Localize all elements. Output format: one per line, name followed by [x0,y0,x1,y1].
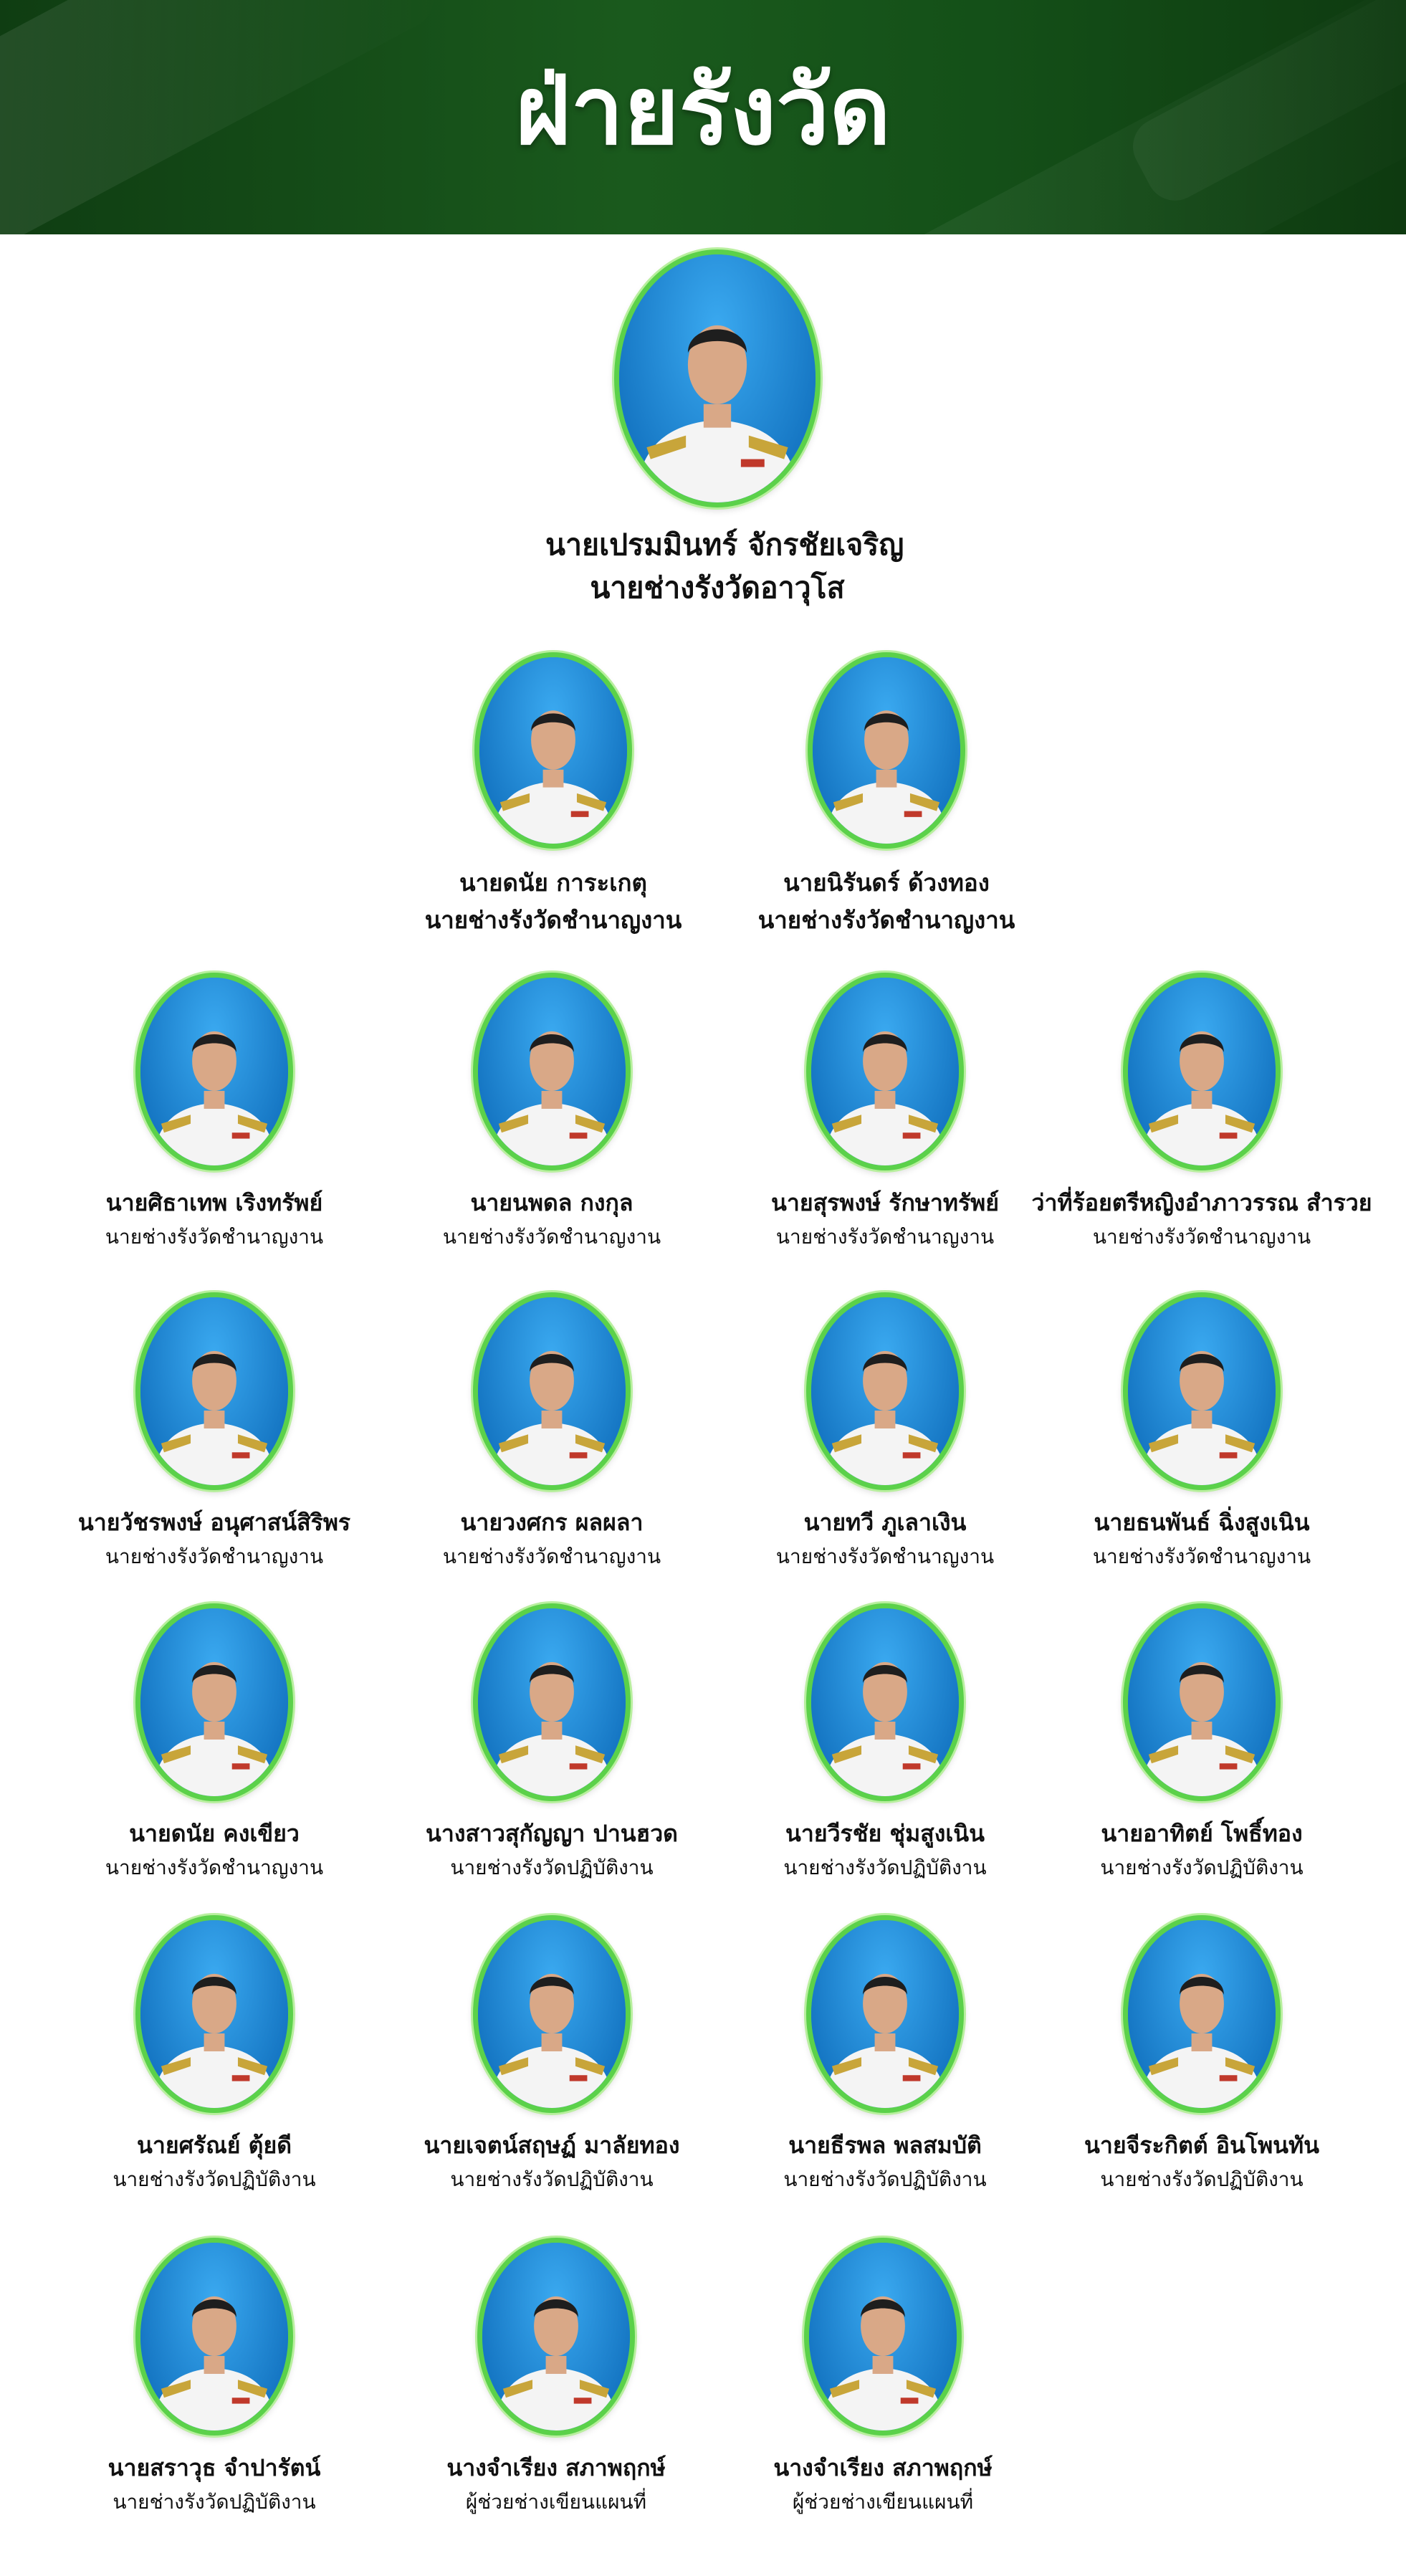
person-card [714,652,1058,939]
person-card [42,1292,386,1573]
portrait-photo [473,1915,631,2113]
person-role: ผู้ช่วยช่างเขียนแผนที่ [465,2490,647,2514]
person-name: นายเจตน์สฤษฏ์ มาลัยทอง [424,2132,680,2159]
portrait-photo [473,1292,631,1490]
page-title: ฝ่ายรังวัด [515,56,891,166]
person-name: นายอาทิตย์ โพธิ์ทอง [1101,1820,1303,1847]
person-silhouette [140,1608,288,1796]
person-silhouette [478,1297,626,1485]
portrait-photo [1123,973,1281,1170]
person-name: นายวัชรพงษ์ อนุศาสน์สิริพร [77,1509,351,1536]
person-role: นายช่างรังวัดปฏิบัติงาน [113,2490,316,2514]
portrait-photo [806,973,964,1170]
person-name: นายดนัย คงเขียว [129,1820,300,1847]
person-name: นายนิรันดร์ ด้วงทอง [783,869,990,897]
person-silhouette [478,1920,626,2108]
person-name: นายสราวุธ จำปารัตน์ [107,2454,321,2481]
portrait-photo [806,1292,964,1490]
person-card [1030,1915,1374,2196]
person-name: นายเปรมมินทร์ จักรชัยเจริญ [545,528,904,562]
person-silhouette [140,978,288,1165]
person-card [1030,973,1374,1254]
portrait-photo [135,1603,293,1801]
portrait-photo [474,652,632,849]
person-silhouette [811,1297,959,1485]
portrait-photo [135,973,293,1170]
person-silhouette [482,2243,630,2430]
person-role: นายช่างรังวัดชำนาญงาน [424,906,682,934]
person-role: นายช่างรังวัดชำนาญงาน [775,1225,995,1249]
person-role: นายช่างรังวัดปฏิบัติงาน [1100,1856,1304,1879]
person-name: นายจีระกิตต์ อินโพนทัน [1084,2132,1319,2159]
person-name: นายทวี ภูเลาเงิน [803,1509,967,1536]
portrait-photo [135,1915,293,2113]
person-silhouette [140,2243,288,2430]
person-card [713,1292,1057,1573]
person-role: นายช่างรังวัดชำนาญงาน [1092,1225,1311,1249]
person-card [42,2238,386,2519]
person-name: นายวีรชัย ชุ่มสูงเนิน [785,1820,985,1847]
person-name: นางสาวสุกัญญา ปานฮวด [426,1820,678,1847]
person-card [42,1603,386,1884]
person-role: นายช่างรังวัดชำนาญงาน [757,906,1015,934]
person-role: นายช่างรังวัดปฏิบัติงาน [450,1856,654,1879]
person-role: นายช่างรังวัดชำนาญงาน [1092,1545,1311,1568]
person-silhouette [809,2243,957,2430]
person-name: นายธีรพล พลสมบัติ [788,2132,982,2159]
person-card [713,1915,1057,2196]
person-card [380,1915,724,2196]
person-name: ว่าที่ร้อยตรีหญิงอำภาวรรณ สำรวย [1031,1189,1372,1216]
person-card-head [545,249,904,609]
portrait-photo [135,1292,293,1490]
person-card [384,2238,728,2519]
person-silhouette [1128,1608,1276,1796]
person-silhouette [811,1608,959,1796]
person-name: นายวงศกร ผลผลา [460,1509,644,1536]
portrait-photo [806,1915,964,2113]
person-silhouette [1128,978,1276,1165]
person-card [380,973,724,1254]
page-header [0,0,1406,234]
person-name: นายธนพันธ์ ฉิ่งสูงเนิน [1094,1509,1310,1536]
person-card [42,973,386,1254]
person-card [42,1915,386,2196]
person-silhouette [478,1608,626,1796]
person-role: นายช่างรังวัดปฏิบัติงาน [113,2167,316,2191]
person-name: นายศรัณย์ ตุ้ยดี [137,2132,292,2159]
person-name: นางจำเรียง สภาพฤกษ์ [446,2454,666,2481]
portrait-photo [477,2238,635,2436]
person-silhouette [811,1920,959,2108]
person-card [1030,1603,1374,1884]
person-card [380,1603,724,1884]
person-role: นายช่างรังวัดปฏิบัติงาน [450,2167,654,2191]
person-role: นายช่างรังวัดอาวุโส [590,571,845,605]
person-card [713,1603,1057,1884]
person-card [1030,1292,1374,1573]
person-card [380,1292,724,1573]
person-silhouette [479,657,627,844]
person-role: นายช่างรังวัดปฏิบัติงาน [783,2167,987,2191]
person-role: นายช่างรังวัดชำนาญงาน [105,1225,324,1249]
portrait-photo [473,1603,631,1801]
person-name: นายสุรพงษ์ รักษาทรัพย์ [770,1189,999,1216]
portrait-photo [804,2238,962,2436]
person-silhouette [478,978,626,1165]
person-silhouette [140,1920,288,2108]
person-silhouette [813,657,960,844]
person-card [713,973,1057,1254]
person-role: นายช่างรังวัดชำนาญงาน [105,1856,324,1879]
person-role: นายช่างรังวัดชำนาญงาน [775,1545,995,1568]
person-role: ผู้ช่วยช่างเขียนแผนที่ [792,2490,974,2514]
portrait-photo [808,652,965,849]
person-silhouette [619,254,816,502]
person-card [711,2238,1055,2519]
person-silhouette [1128,1297,1276,1485]
person-role: นายช่างรังวัดชำนาญงาน [442,1225,661,1249]
person-role: นายช่างรังวัดชำนาญงาน [442,1545,661,1568]
person-card [381,652,725,939]
person-name: นายดนัย การะเกตุ [459,869,647,897]
person-name: นางจำเรียง สภาพฤกษ์ [773,2454,993,2481]
person-role: นายช่างรังวัดปฏิบัติงาน [783,1856,987,1879]
person-name: นายนพดล กงกุล [470,1189,633,1216]
portrait-photo [1123,1603,1281,1801]
person-role: นายช่างรังวัดชำนาญงาน [105,1545,324,1568]
person-silhouette [811,978,959,1165]
portrait-photo [614,249,821,507]
portrait-photo [473,973,631,1170]
person-silhouette [140,1297,288,1485]
person-role: นายช่างรังวัดปฏิบัติงาน [1100,2167,1304,2191]
portrait-photo [1123,1915,1281,2113]
portrait-photo [1123,1292,1281,1490]
person-name: นายศิธาเทพ เริงทรัพย์ [105,1189,323,1216]
person-silhouette [1128,1920,1276,2108]
portrait-photo [135,2238,293,2436]
portrait-photo [806,1603,964,1801]
